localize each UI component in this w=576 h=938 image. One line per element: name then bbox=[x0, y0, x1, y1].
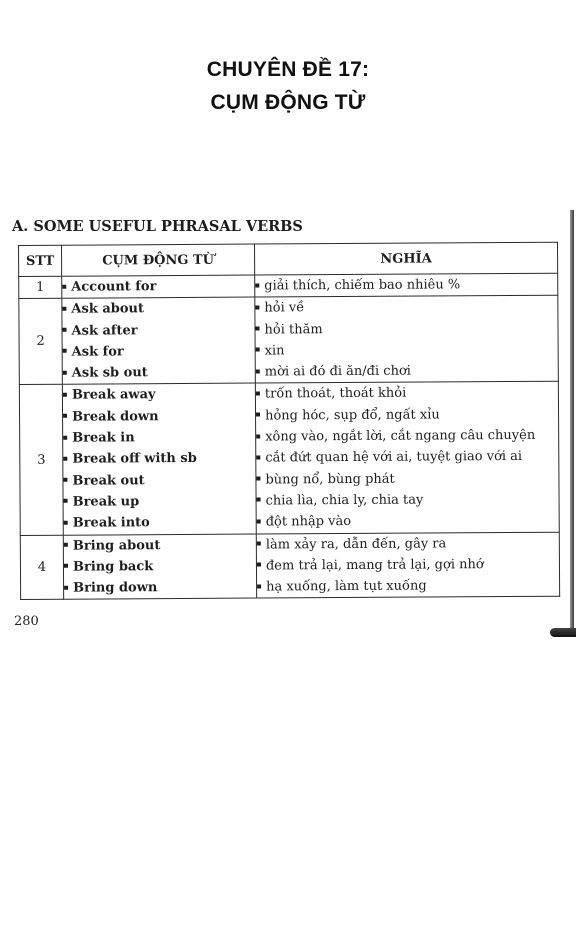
phrasal-verb-text: Ask after bbox=[71, 322, 138, 339]
meaning-text: hỏng hóc, sụp đổ, ngất xỉu bbox=[265, 407, 440, 424]
phrasal-verb-item bbox=[63, 405, 255, 427]
phrasal-verb-text: Bring about bbox=[72, 537, 161, 554]
bullet-icon bbox=[64, 543, 68, 547]
meaning-text: đem trả lại, mang trả lại, gợi nhớ bbox=[265, 557, 484, 574]
phrasal-verb-text: Break up bbox=[72, 494, 140, 510]
phrasal-verb-cell bbox=[62, 297, 256, 384]
meaning-item bbox=[256, 339, 558, 362]
meaning-item bbox=[256, 360, 558, 383]
row-number: 3 bbox=[19, 385, 63, 535]
meaning-text: xông vào, ngắt lời, cắt ngang câu chuyện bbox=[265, 427, 536, 445]
meaning-item bbox=[256, 446, 558, 469]
phrasal-verb-item bbox=[62, 276, 254, 298]
meaning-text: bùng nổ, bùng phát bbox=[265, 471, 395, 488]
meaning-cell bbox=[255, 382, 559, 534]
phrasal-verb-item bbox=[64, 512, 256, 534]
bullet-icon bbox=[256, 327, 260, 331]
meaning-item bbox=[256, 425, 558, 448]
chapter-title-line-2: CỤM ĐỘNG TỪ bbox=[210, 91, 366, 114]
table-header-row bbox=[19, 242, 558, 276]
bullet-icon bbox=[63, 457, 67, 461]
table-body bbox=[19, 273, 560, 600]
meaning-text: giải thích, chiếm bao nhiêu % bbox=[264, 277, 461, 294]
bullet-icon bbox=[63, 370, 67, 374]
table-row bbox=[19, 382, 559, 535]
bullet-icon bbox=[257, 563, 261, 567]
bullet-icon bbox=[64, 564, 68, 568]
meaning-text: hạ xuống, làm tụt xuống bbox=[266, 578, 427, 595]
bullet-icon bbox=[256, 413, 260, 417]
bullet-icon bbox=[63, 393, 67, 397]
phrasal-verb-text: Ask sb out bbox=[71, 365, 148, 381]
header-meaning: NGHĨA bbox=[254, 242, 557, 275]
meaning-text: cắt đứt quan hệ với ai, tuyệt giao với ai bbox=[265, 449, 523, 466]
bullet-icon bbox=[256, 477, 260, 481]
phrasal-verb-text: Break into bbox=[72, 515, 150, 531]
phrasal-verb-text: Bring back bbox=[72, 559, 154, 575]
phrasal-verb-item bbox=[63, 362, 255, 384]
phrasal-verb-text: Break down bbox=[72, 408, 159, 425]
meaning-text: xin bbox=[264, 343, 285, 359]
bullet-icon bbox=[255, 283, 259, 287]
meaning-item bbox=[256, 467, 558, 490]
bullet-icon bbox=[257, 584, 261, 588]
chapter-title-line-1: CHUYÊN ĐỀ 17: bbox=[206, 58, 370, 81]
meaning-cell bbox=[256, 532, 559, 599]
phrasal-verb-text: Ask about bbox=[71, 301, 145, 317]
bullet-icon bbox=[63, 414, 67, 418]
phrasal-verb-item bbox=[64, 491, 256, 513]
meaning-text: làm xảy ra, dẫn đến, gây ra bbox=[265, 535, 447, 553]
bullet-icon bbox=[255, 305, 259, 309]
meaning-item bbox=[257, 532, 559, 555]
page-corner-shadow bbox=[550, 628, 576, 637]
bullet-icon bbox=[256, 348, 260, 352]
bullet-icon bbox=[63, 435, 67, 439]
row-number: 1 bbox=[19, 276, 62, 299]
bullet-icon bbox=[62, 307, 66, 311]
table-row bbox=[19, 273, 558, 299]
book-spine-shadow bbox=[570, 210, 574, 635]
phrasal-verb-text: Break off with sb bbox=[72, 451, 197, 468]
bullet-icon bbox=[257, 542, 261, 546]
phrasal-verb-item bbox=[62, 319, 254, 341]
row-number: 2 bbox=[19, 299, 63, 385]
meaning-item bbox=[255, 317, 557, 340]
bullet-icon bbox=[64, 520, 68, 524]
phrasal-verb-item bbox=[64, 577, 256, 599]
bullet-icon bbox=[63, 349, 67, 353]
meaning-text: hỏi về bbox=[264, 300, 305, 316]
meaning-text: mời ai đó đi ăn/đi chơi bbox=[264, 363, 411, 380]
phrasal-verb-item bbox=[64, 555, 256, 577]
phrasal-verb-cell bbox=[62, 384, 256, 535]
phrasal-verb-text: Account for bbox=[71, 279, 157, 295]
phrasal-verb-cell bbox=[62, 275, 255, 298]
meaning-item bbox=[257, 510, 559, 533]
phrasal-verb-text: Bring down bbox=[73, 580, 158, 596]
meaning-item bbox=[255, 274, 557, 297]
page-number: 280 bbox=[14, 614, 39, 629]
phrasal-verb-text: Break away bbox=[71, 387, 156, 404]
meaning-item bbox=[256, 403, 558, 426]
meaning-item bbox=[255, 296, 557, 319]
table-row bbox=[20, 532, 559, 600]
phrasal-verb-item bbox=[63, 340, 255, 362]
bullet-icon bbox=[64, 499, 68, 503]
phrasal-verb-item bbox=[63, 384, 255, 406]
bullet-icon bbox=[256, 455, 260, 459]
meaning-item bbox=[257, 554, 559, 577]
bullet-icon bbox=[62, 284, 66, 288]
phrasal-verbs-table bbox=[18, 242, 560, 601]
meaning-text: hỏi thăm bbox=[264, 321, 323, 338]
bullet-icon bbox=[257, 498, 261, 502]
phrasal-verb-item bbox=[64, 534, 256, 556]
bullet-icon bbox=[63, 328, 67, 332]
meaning-cell bbox=[255, 273, 558, 297]
bullet-icon bbox=[63, 478, 67, 482]
meaning-item bbox=[257, 575, 559, 598]
meaning-item bbox=[257, 489, 559, 512]
phrasal-verb-item bbox=[62, 298, 254, 320]
meaning-text: đột nhập vào bbox=[265, 514, 352, 530]
section-heading: A. SOME USEFUL PHRASAL VERBS bbox=[12, 218, 303, 235]
bullet-icon bbox=[256, 434, 260, 438]
phrasal-verb-item bbox=[63, 427, 255, 449]
bullet-icon bbox=[256, 369, 260, 373]
bullet-icon bbox=[256, 392, 260, 396]
phrasal-verb-text: Break in bbox=[72, 430, 135, 446]
row-number: 4 bbox=[20, 535, 63, 600]
header-stt: STT bbox=[19, 245, 62, 276]
phrasal-verb-item bbox=[63, 448, 255, 470]
header-phrasal-verb: CỤM ĐỘNG TỪ bbox=[62, 244, 255, 276]
table-row bbox=[19, 296, 559, 385]
phrasal-verb-cell bbox=[63, 534, 256, 600]
phrasal-verb-text: Break out bbox=[72, 472, 145, 489]
bullet-icon bbox=[64, 585, 68, 589]
meaning-text: trốn thoát, thoát khỏi bbox=[264, 386, 407, 402]
meaning-cell bbox=[255, 296, 559, 384]
meaning-item bbox=[256, 382, 558, 405]
phrasal-verb-text: Ask for bbox=[71, 344, 124, 360]
meaning-text: chia lìa, chia ly, chia tay bbox=[265, 492, 424, 509]
phrasal-verb-item bbox=[63, 469, 255, 491]
bullet-icon bbox=[257, 519, 261, 523]
